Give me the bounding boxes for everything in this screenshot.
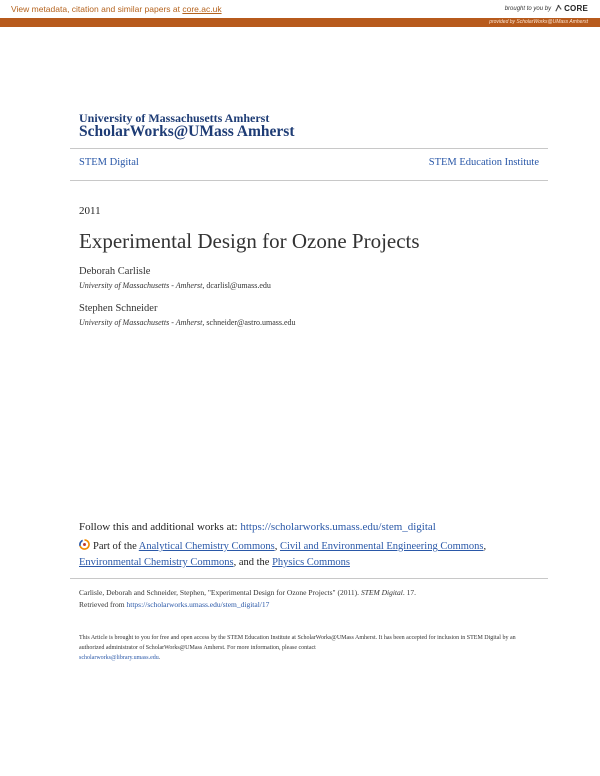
core-logo-icon (554, 4, 563, 13)
divider (70, 180, 548, 181)
core-logo[interactable]: CORE (554, 4, 588, 13)
divider (70, 148, 548, 149)
contact-email-link[interactable]: scholarworks@library.umass.edu (79, 655, 159, 661)
provided-by-text[interactable]: provided by ScholarWorks@UMass Amherst (489, 19, 588, 25)
follow-url-link[interactable]: https://scholarworks.umass.edu/stem_digital (240, 521, 436, 533)
civil-environmental-engineering-link[interactable]: Civil and Environmental Engineering Commons (279, 541, 484, 552)
nav-stem-education-institute[interactable]: STEM Education Institute (428, 157, 539, 168)
divider (70, 578, 548, 579)
citation-url-link[interactable]: https://scholarworks.umass.edu/stem_digital/17 (126, 600, 270, 609)
open-access-icon (79, 539, 90, 550)
citation: Carlisle, Deborah and Schneider, Stephen, "Experimental Design for Ozone Projects" (2011). STEM Digital. 17. Retrieved from https://scholarworks.umass.edu/stem_digital/17 (79, 588, 416, 609)
brought-to-you-by: brought to you by CORE (504, 4, 588, 13)
author-affiliation: University of Massachusetts - Amherst, dcarlisl@umass.edu (79, 281, 271, 290)
author-affiliation: University of Massachusetts - Amherst, schneider@astro.umass.edu (79, 318, 296, 327)
publication-year: 2011 (79, 205, 101, 217)
core-metadata-link[interactable]: View metadata, citation and similar papers at core.ac.uk (11, 4, 222, 14)
provider-strip (0, 18, 600, 27)
analytical-chemistry-link[interactable]: Analytical Chemistry Commons (138, 541, 275, 552)
core-banner (0, 0, 600, 18)
part-of-commons: Part of the Analytical Chemistry Commons, Civil and Environmental Engineering Commons, Environmental Chemistry Commons, and the Physics Commons (79, 541, 487, 568)
author-name: Deborah Carlisle (79, 266, 151, 277)
access-notice: This Article is brought to you for free and open access by the STEM Education Institute at ScholarWorks@UMass Amherst. It has been accepted for inclusion in STEM Digital by an authorized administrator of ScholarWorks@UMass Amherst. For more information, please contact scholarworks@library.umass.edu. (79, 635, 516, 661)
nav-stem-digital[interactable]: STEM Digital (79, 157, 139, 168)
article-title: Experimental Design for Ozone Projects (79, 229, 420, 253)
repository-name[interactable]: ScholarWorks@UMass Amherst (79, 123, 295, 140)
physics-link[interactable]: Physics Commons (272, 557, 350, 568)
environmental-chemistry-link[interactable]: Environmental Chemistry Commons (79, 557, 234, 568)
university-name[interactable]: University of Massachusetts Amherst (79, 111, 270, 125)
author-name: Stephen Schneider (79, 303, 158, 314)
follow-line: Follow this and additional works at: https://scholarworks.umass.edu/stem_digital (79, 521, 436, 533)
